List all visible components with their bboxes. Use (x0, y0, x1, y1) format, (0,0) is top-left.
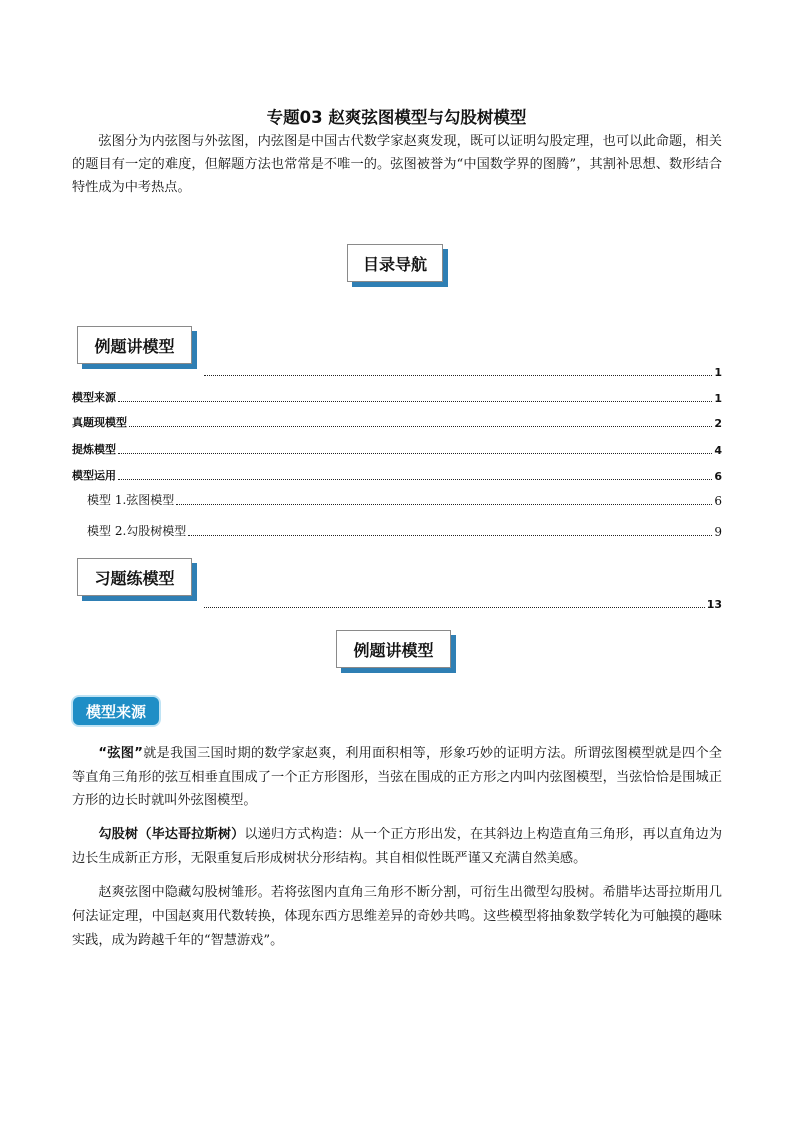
section-heading: 例题讲模型 (353, 640, 434, 660)
toc-page-number: 6 (714, 470, 722, 483)
body-paragraph-3: 赵爽弦图中隐藏勾股树雏形。若将弦图内直角三角形不断分割，可衍生出微型勾股树。希腊毕达哥拉斯用几何法证定理，中国赵爽用代数转换，体现东西方思维差异的奇妙共鸣。这些模型将抽象数学转化为可触摸的趣味实践，成为跨越千年的“智慧游戏”。 (72, 885, 722, 948)
paragraph-text: 以递归方式构造：从一个正方形出发，在其斜边上构造直角三角形，再以直角边为边长生成新正方形，无限重复后形成树状分形结构。其自相似性既严谨又充满自然美感。 (72, 827, 723, 866)
toc-page-number: 13 (706, 598, 722, 611)
toc-section-box-exercises (77, 558, 192, 596)
toc-entry[interactable] (72, 441, 722, 457)
toc-page-number: 9 (714, 525, 722, 539)
section-heading-box (336, 630, 451, 668)
nav-heading: 目录导航 (362, 254, 427, 274)
toc-page-number: 1 (714, 366, 722, 379)
page-title: 专题03 赵爽弦图模型与勾股树模型 (266, 108, 527, 127)
toc-label: 模型 1.弦图模型 (87, 493, 175, 507)
intro-paragraph: 弦图分为内弦图与外弦图，内弦图是中国古代数学家赵爽发现，既可以证明勾股定理，也可以此命题，相关的题目有一定的难度，但解题方法也常常是不唯一的。弦图被誉为“中国数学界的图腾”，其割补思想、数形结合特性成为中考热点。 (72, 134, 722, 195)
term-bold: 勾股树（毕达哥拉斯树） (98, 827, 245, 842)
toc-leader (188, 534, 712, 536)
toc-page-number: 1 (714, 392, 722, 405)
toc-label: 模型 2.勾股树模型 (87, 524, 187, 538)
body-paragraph-2 (72, 823, 722, 870)
toc-entry[interactable] (72, 389, 722, 405)
toc-label: 模型运用 (72, 469, 116, 482)
toc-label: 提炼模型 (72, 443, 116, 456)
paragraph-text: 就是我国三国时期的数学家赵爽，利用面积相等，形象巧妙的证明方法。所谓弦图模型就是四个全等直角三角形的弦互相垂直围成了一个正方形图形，当弦在围成的正方形之内叫内弦图模型，当弦恰恰是围城正方形的边长时就叫外弦图模型。 (72, 746, 722, 808)
toc-label: 模型来源 (72, 391, 116, 404)
toc-leader (118, 478, 712, 480)
toc-label: 真题现模型 (72, 416, 127, 429)
toc-sub-entry[interactable] (87, 523, 722, 539)
toc-section-box-examples (77, 326, 192, 364)
term-bold: “弦图” (98, 746, 143, 761)
toc-section-label[interactable]: 习题练模型 (94, 568, 175, 588)
toc-entry-examples[interactable] (204, 363, 722, 379)
toc-entry[interactable] (72, 467, 722, 483)
toc-entry[interactable] (72, 414, 722, 430)
toc-leader (204, 606, 705, 608)
toc-page-number: 2 (714, 417, 722, 430)
toc-leader (204, 374, 712, 376)
toc-page-number: 6 (714, 494, 722, 508)
toc-leader (118, 452, 712, 454)
toc-leader (129, 425, 712, 427)
toc-entry-exercises[interactable] (204, 595, 722, 611)
nav-heading-box (347, 244, 443, 282)
toc-sub-entry[interactable] (87, 492, 722, 508)
toc-leader (118, 400, 712, 402)
body-paragraph-1 (72, 742, 722, 813)
toc-section-label[interactable]: 例题讲模型 (94, 336, 175, 356)
toc-leader (176, 503, 712, 505)
subsection-badge: 模型来源 (73, 697, 159, 725)
toc-page-number: 4 (714, 444, 722, 457)
